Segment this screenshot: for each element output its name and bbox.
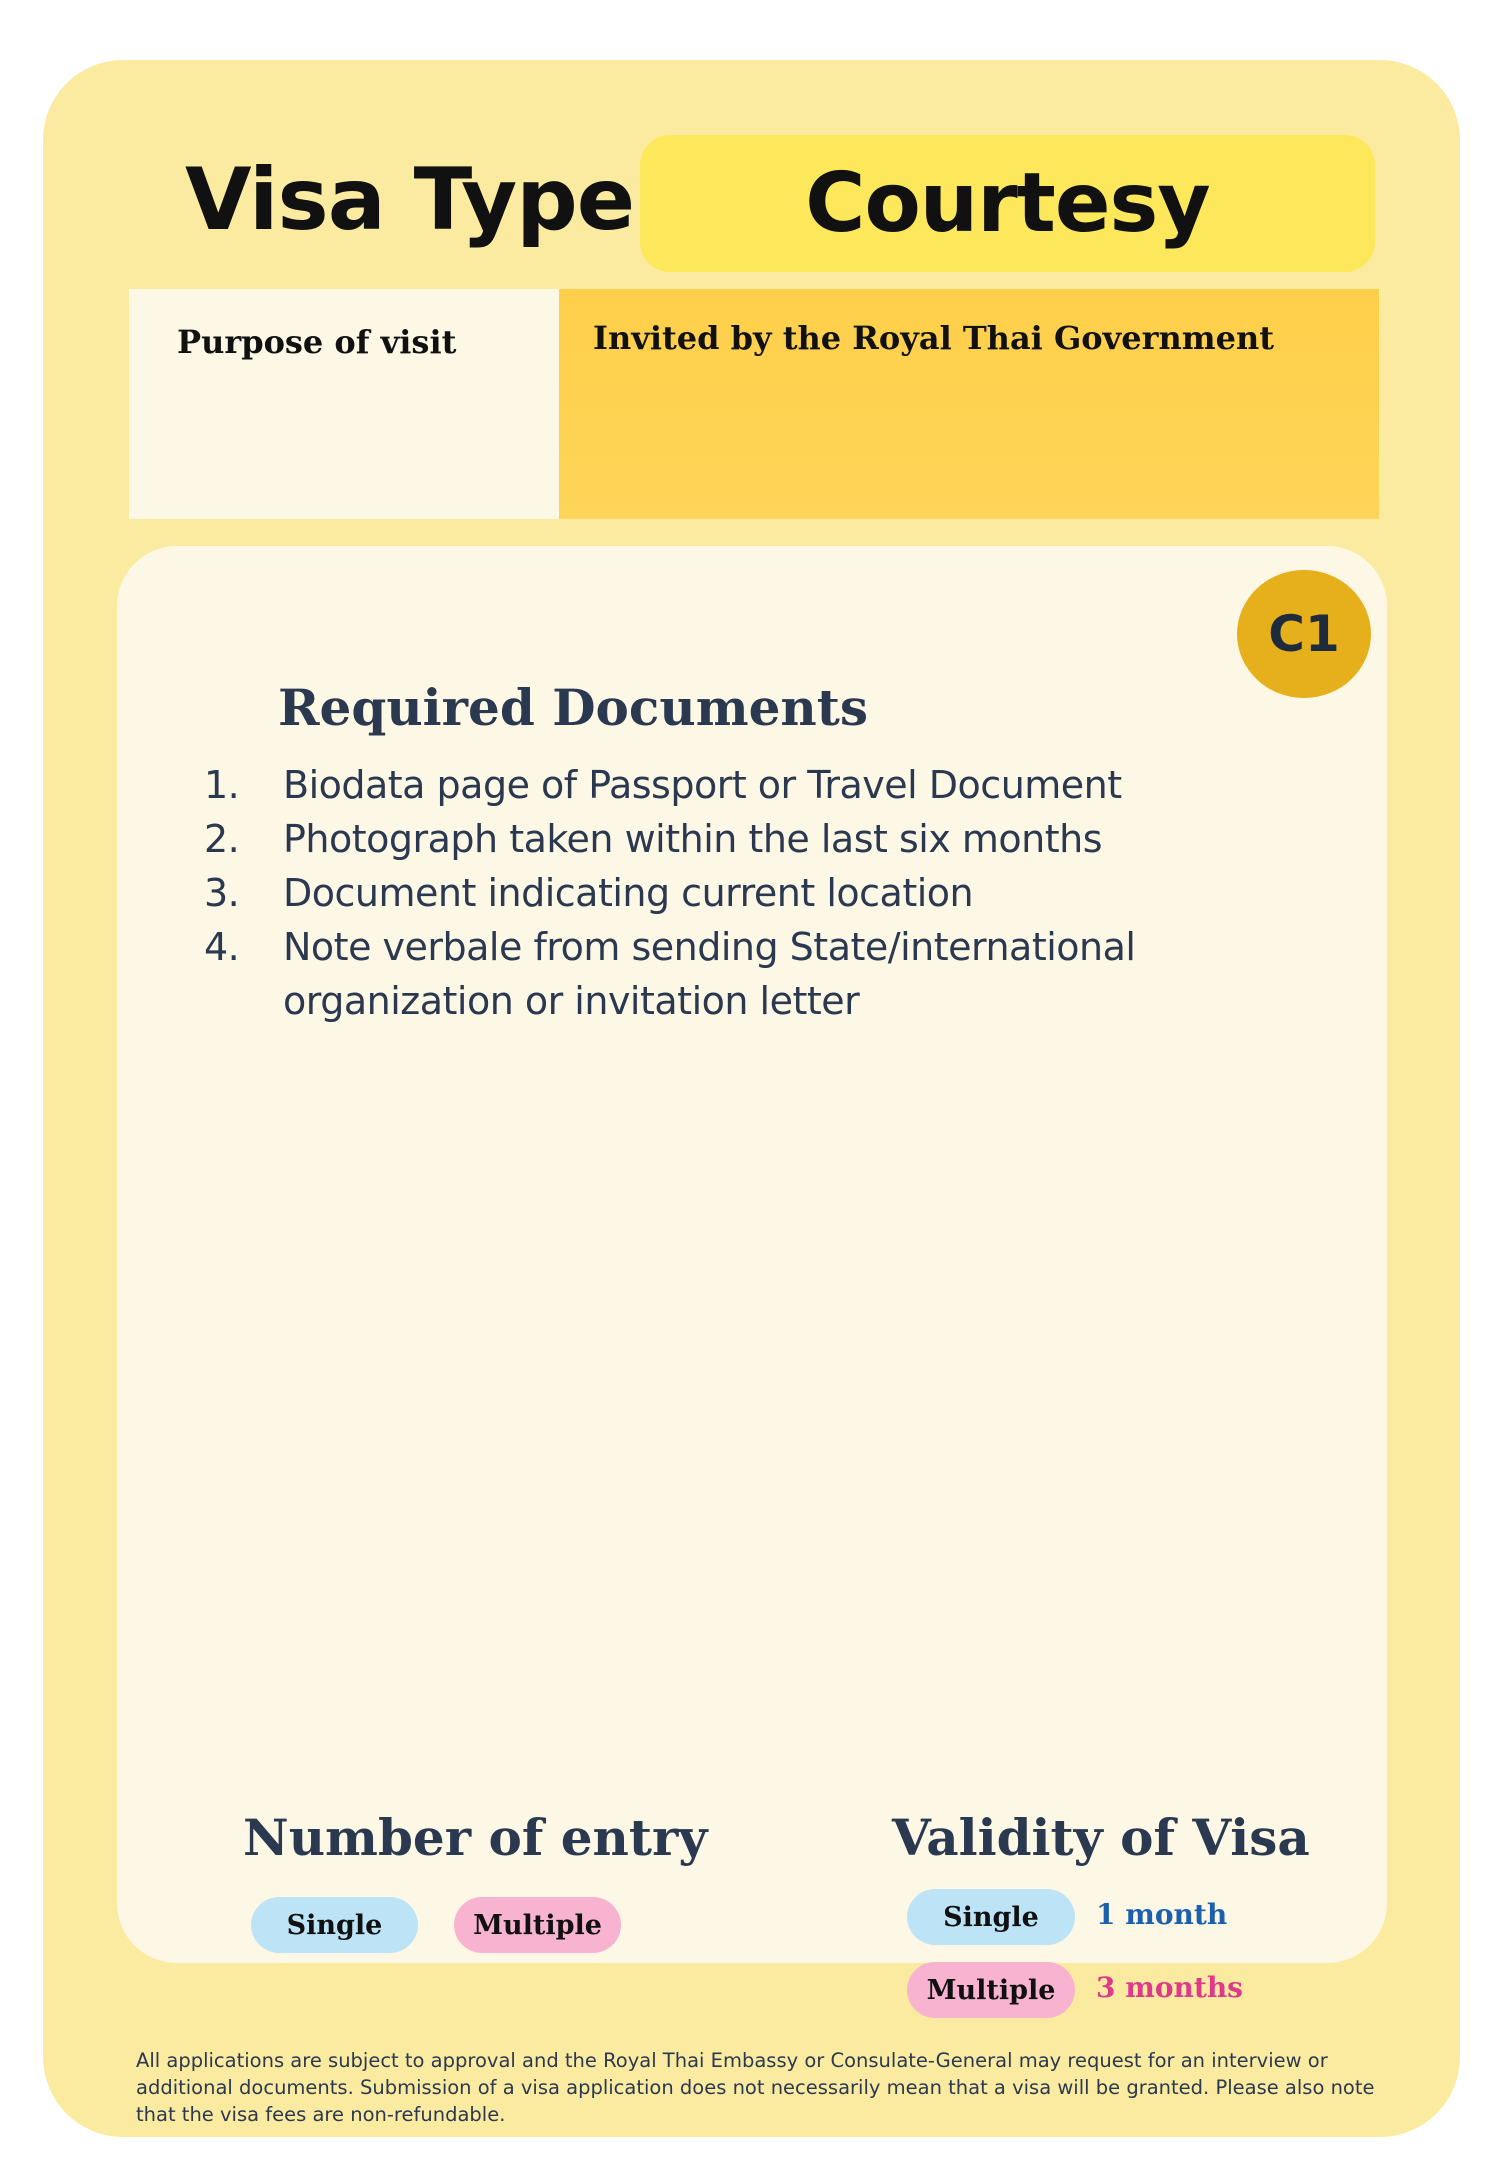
- purpose-value-cell: [559, 289, 1379, 519]
- purpose-label-cell: [129, 289, 559, 519]
- validity-multiple-duration: 3 months: [1096, 1971, 1243, 2004]
- document-number: 3.: [204, 871, 240, 915]
- entry-single-pill: Single: [251, 1897, 418, 1953]
- required-documents-title: Required Documents: [278, 678, 869, 737]
- document-number: 1.: [204, 763, 240, 807]
- validity-single-duration: 1 month: [1096, 1898, 1228, 1931]
- entry-multiple-pill: Multiple: [454, 1897, 621, 1953]
- validity-of-visa-title: Validity of Visa: [892, 1808, 1310, 1867]
- document-item: [200, 812, 1350, 866]
- document-text: Note verbale from sending State/international organization or invitation letter: [283, 925, 1136, 1023]
- validity-single-pill: Single: [907, 1889, 1075, 1945]
- purpose-label: Purpose of visit: [177, 323, 457, 361]
- visa-type-value: Courtesy: [640, 135, 1375, 272]
- document-item: [200, 920, 1350, 1028]
- required-documents-list: [200, 758, 1350, 1028]
- document-number: 4.: [204, 925, 240, 969]
- document-item: [200, 866, 1350, 920]
- visa-type-label: Visa Type: [185, 150, 635, 250]
- visa-code-badge: C1: [1237, 570, 1371, 698]
- document-item: [200, 758, 1350, 812]
- document-number: 2.: [204, 817, 240, 861]
- number-of-entry-title: Number of entry: [243, 1808, 708, 1867]
- purpose-value: Invited by the Royal Thai Government: [593, 319, 1274, 357]
- document-text: Photograph taken within the last six months: [283, 817, 1103, 861]
- validity-multiple-pill: Multiple: [907, 1962, 1075, 2018]
- document-text: Biodata page of Passport or Travel Document: [283, 763, 1122, 807]
- document-text: Document indicating current location: [283, 871, 974, 915]
- disclaimer-text: All applications are subject to approval and the Royal Thai Embassy or Consulate-General may request for an interview or additional documents. Submission of a visa application does not necessarily mean that a visa will be granted. Please also note that the visa fees are non-refundable.: [136, 2049, 1375, 2126]
